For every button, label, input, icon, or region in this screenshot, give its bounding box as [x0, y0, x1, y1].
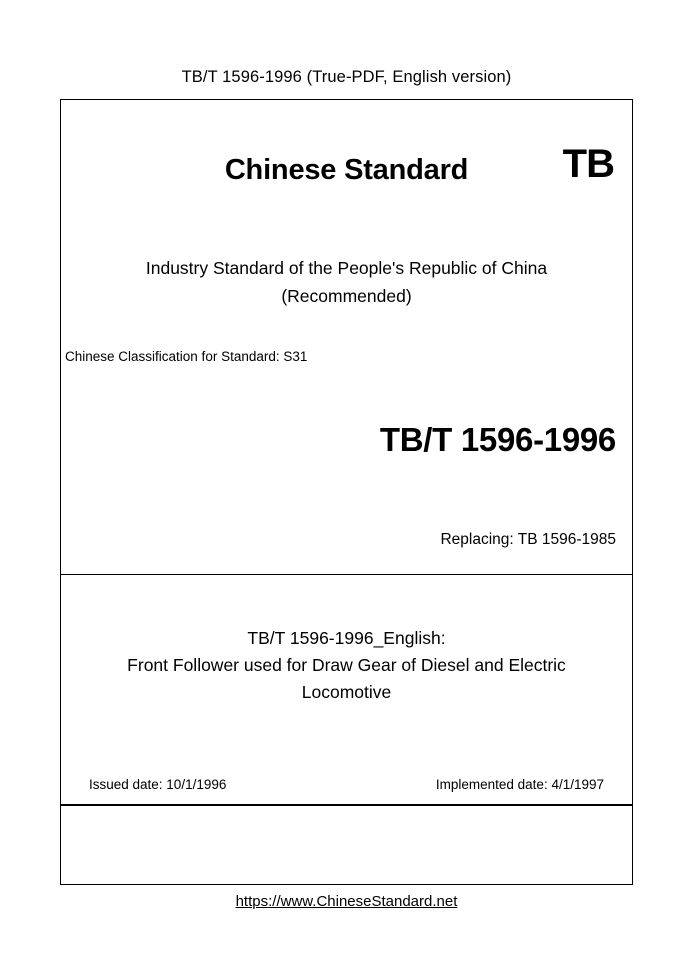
page-caption: TB/T 1596-1996 (True-PDF, English version)	[181, 68, 512, 86]
english-title	[61, 625, 632, 706]
english-title-line-3: Locomotive	[301, 682, 392, 702]
issued-date: Issued date: 10/1/1996	[89, 777, 227, 792]
cover-upper-section	[61, 100, 632, 575]
standard-title: Chinese Standard	[224, 154, 469, 186]
implemented-date: Implemented date: 4/1/1997	[435, 777, 604, 792]
chinese-standard-link[interactable]: https://www.ChineseStandard.net	[235, 893, 458, 910]
cover-bottom-band	[61, 805, 632, 850]
standard-number: TB/T 1596-1996	[379, 421, 616, 458]
date-row	[61, 777, 632, 792]
classification-code: Chinese Classification for Standard: S31	[65, 349, 308, 364]
cover-lower-section	[61, 575, 632, 805]
replacing-note: Replacing: TB 1596-1985	[440, 531, 616, 548]
english-title-line-2: Front Follower used for Draw Gear of Diesel and Electric	[127, 655, 566, 675]
industry-standard-line-1: Industry Standard of the People's Republic of China	[145, 258, 548, 278]
tb-logo: TB	[562, 142, 614, 186]
footer-link[interactable]	[0, 893, 693, 910]
industry-standard-line-2: (Recommended)	[281, 286, 412, 306]
cover-frame	[60, 99, 633, 885]
english-title-line-1: TB/T 1596-1996_English:	[247, 628, 446, 648]
